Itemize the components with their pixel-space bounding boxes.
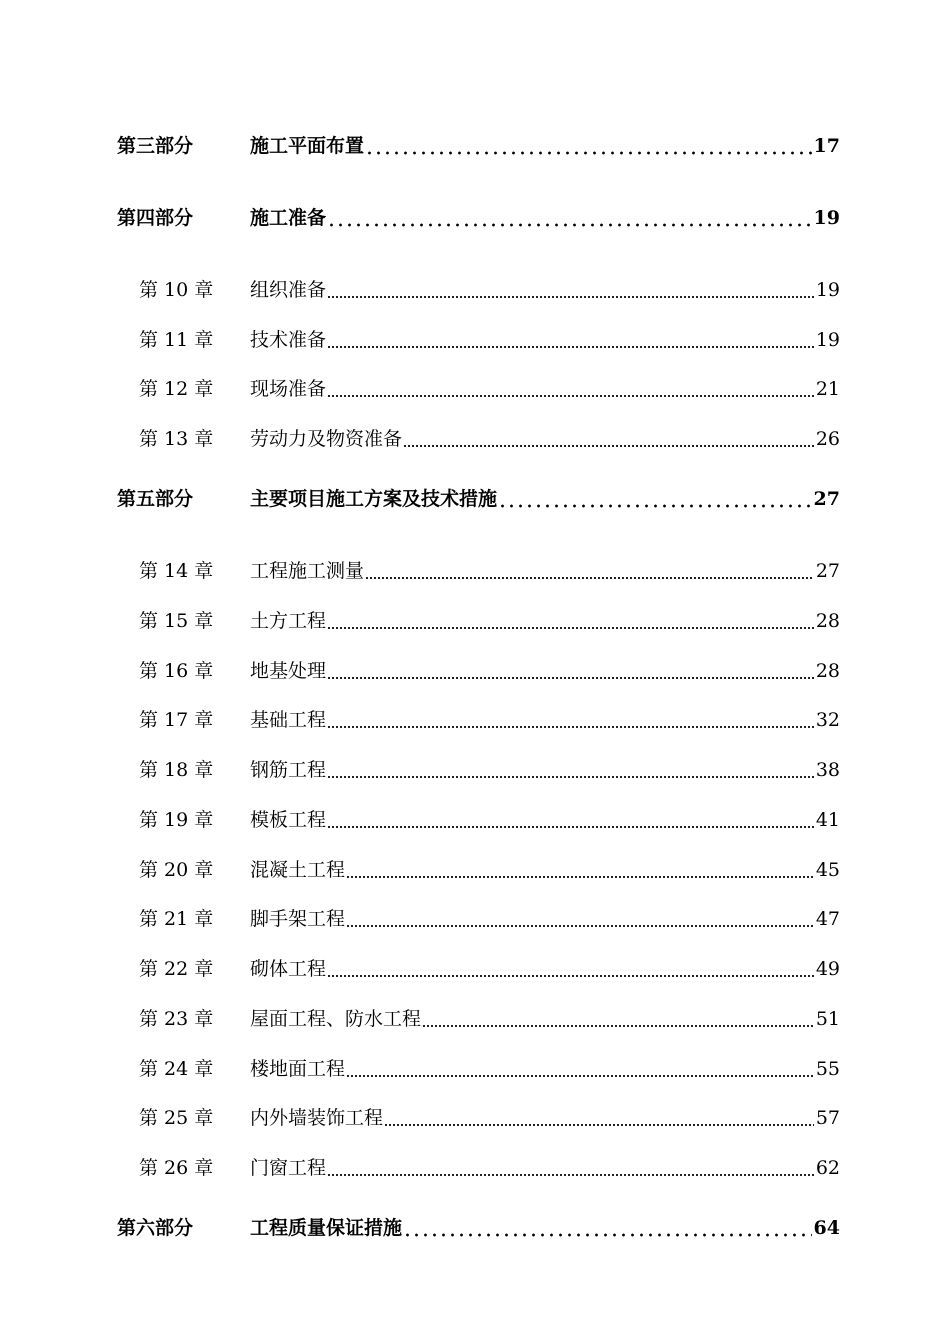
dot-leader	[346, 855, 814, 885]
toc-entry-title: 钢筋工程	[250, 759, 327, 781]
toc-entry-chapter[interactable]	[0, 805, 950, 835]
toc-entry-chapter[interactable]	[0, 656, 950, 686]
dot-leader	[327, 374, 814, 404]
toc-entry-number: 第 17 章	[139, 709, 214, 731]
toc-entry-part[interactable]	[0, 1213, 950, 1243]
toc-entry-title: 内外墙装饰工程	[250, 1107, 384, 1129]
dot-leader	[327, 755, 814, 785]
dot-leader	[403, 424, 814, 454]
toc-entry-chapter[interactable]	[0, 855, 950, 885]
toc-entry-chapter[interactable]	[0, 954, 950, 984]
dot-leader	[403, 1213, 812, 1243]
toc-entry-title: 劳动力及物资准备	[250, 428, 403, 450]
dot-leader	[365, 131, 812, 161]
toc-entry-page: 27	[813, 488, 840, 510]
toc-entry-number: 第 13 章	[139, 428, 214, 450]
toc-entry-part[interactable]	[0, 203, 950, 233]
toc-entry-number: 第 15 章	[139, 610, 214, 632]
toc-entry-page: 62	[815, 1157, 840, 1179]
toc-entry-number: 第 25 章	[139, 1107, 214, 1129]
dot-leader	[346, 1054, 814, 1084]
dot-leader	[327, 325, 814, 355]
toc-entry-number: 第 14 章	[139, 560, 214, 582]
toc-entry-leader	[250, 1213, 840, 1243]
toc-entry-page: 41	[815, 809, 840, 831]
toc-entry-page: 64	[813, 1217, 840, 1239]
toc-entry-leader	[250, 606, 840, 636]
toc-entry-chapter[interactable]	[0, 606, 950, 636]
toc-entry-page: 45	[815, 859, 840, 881]
dot-leader	[327, 203, 812, 233]
toc-entry-number: 第 16 章	[139, 660, 214, 682]
toc-entry-title: 主要项目施工方案及技术措施	[250, 488, 498, 510]
toc-entry-leader	[250, 374, 840, 404]
toc-entry-chapter[interactable]	[0, 1153, 950, 1183]
toc-entry-title: 地基处理	[250, 660, 327, 682]
toc-entry-title: 工程质量保证措施	[250, 1217, 403, 1239]
toc-entry-title: 组织准备	[250, 279, 327, 301]
toc-entry-page: 28	[815, 660, 840, 682]
toc-entry-leader	[250, 556, 840, 586]
dot-leader	[422, 1004, 814, 1034]
toc-entry-leader	[250, 705, 840, 735]
toc-entry-number: 第 20 章	[139, 859, 214, 881]
toc-entry-title: 工程施工测量	[250, 560, 365, 582]
toc-entry-leader	[250, 325, 840, 355]
toc-entry-page: 28	[815, 610, 840, 632]
toc-entry-chapter[interactable]	[0, 424, 950, 454]
dot-leader	[327, 656, 814, 686]
toc-entry-number: 第三部分	[117, 135, 194, 157]
toc-entry-page: 21	[815, 378, 840, 400]
toc-entry-leader	[250, 203, 840, 233]
dot-leader	[327, 275, 814, 305]
toc-entry-title: 现场准备	[250, 378, 327, 400]
toc-entry-chapter[interactable]	[0, 325, 950, 355]
toc-entry-leader	[250, 904, 840, 934]
toc-entry-part[interactable]	[0, 131, 950, 161]
toc-entry-number: 第 24 章	[139, 1058, 214, 1080]
toc-entry-title: 脚手架工程	[250, 908, 346, 930]
toc-entry-number: 第 10 章	[139, 279, 214, 301]
toc-entry-number: 第 23 章	[139, 1008, 214, 1030]
toc-entry-number: 第 26 章	[139, 1157, 214, 1179]
toc-entry-chapter[interactable]	[0, 904, 950, 934]
toc-entry-title: 屋面工程、防水工程	[250, 1008, 422, 1030]
toc-entry-title: 技术准备	[250, 329, 327, 351]
toc-entry-page: 26	[815, 428, 840, 450]
dot-leader	[327, 606, 814, 636]
dot-leader	[498, 484, 812, 514]
toc-entry-leader	[250, 656, 840, 686]
toc-entry-leader	[250, 755, 840, 785]
toc-entry-number: 第 19 章	[139, 809, 214, 831]
toc-entry-leader	[250, 1103, 840, 1133]
dot-leader	[365, 556, 814, 586]
toc-entry-leader	[250, 1004, 840, 1034]
toc-entry-page: 55	[815, 1058, 840, 1080]
toc-entry-page: 19	[815, 329, 840, 351]
toc-entry-page: 19	[815, 279, 840, 301]
toc-entry-number: 第 21 章	[139, 908, 214, 930]
toc-entry-leader	[250, 484, 840, 514]
toc-entry-number: 第四部分	[117, 207, 194, 229]
toc-entry-page: 27	[815, 560, 840, 582]
toc-entry-title: 混凝土工程	[250, 859, 346, 881]
toc-entry-page: 32	[815, 709, 840, 731]
dot-leader	[346, 904, 814, 934]
toc-entry-chapter[interactable]	[0, 1004, 950, 1034]
toc-entry-title: 土方工程	[250, 610, 327, 632]
toc-entry-part[interactable]	[0, 484, 950, 514]
dot-leader	[327, 705, 814, 735]
dot-leader	[327, 805, 814, 835]
toc-entry-leader	[250, 1153, 840, 1183]
toc-entry-page: 38	[815, 759, 840, 781]
toc-entry-chapter[interactable]	[0, 1103, 950, 1133]
toc-entry-page: 19	[813, 207, 840, 229]
toc-entry-title: 基础工程	[250, 709, 327, 731]
toc-entry-number: 第六部分	[117, 1217, 194, 1239]
toc-entry-chapter[interactable]	[0, 556, 950, 586]
dot-leader	[327, 954, 814, 984]
toc-entry-leader	[250, 954, 840, 984]
toc-entry-page: 47	[815, 908, 840, 930]
toc-entry-chapter[interactable]	[0, 755, 950, 785]
dot-leader	[384, 1103, 814, 1133]
toc-entry-number: 第 18 章	[139, 759, 214, 781]
toc-entry-leader	[250, 131, 840, 161]
toc-entry-title: 砌体工程	[250, 958, 327, 980]
toc-entry-page: 49	[815, 958, 840, 980]
toc-entry-title: 楼地面工程	[250, 1058, 346, 1080]
toc-entry-title: 模板工程	[250, 809, 327, 831]
toc-entry-leader	[250, 805, 840, 835]
toc-entry-chapter[interactable]	[0, 374, 950, 404]
toc-entry-chapter[interactable]	[0, 275, 950, 305]
toc-entry-leader	[250, 1054, 840, 1084]
toc-entry-page: 17	[813, 135, 840, 157]
dot-leader	[327, 1153, 814, 1183]
toc-entry-page: 51	[815, 1008, 840, 1030]
toc-entry-title: 施工准备	[250, 207, 327, 229]
toc-entry-leader	[250, 855, 840, 885]
toc-entry-number: 第 12 章	[139, 378, 214, 400]
toc-entry-number: 第五部分	[117, 488, 194, 510]
toc-entry-number: 第 11 章	[139, 329, 214, 351]
toc-entry-title: 施工平面布置	[250, 135, 365, 157]
toc-entry-chapter[interactable]	[0, 705, 950, 735]
toc-entry-page: 57	[815, 1107, 840, 1129]
toc-entry-number: 第 22 章	[139, 958, 214, 980]
toc-entry-title: 门窗工程	[250, 1157, 327, 1179]
toc-entry-chapter[interactable]	[0, 1054, 950, 1084]
toc-entry-leader	[250, 275, 840, 305]
toc-entry-leader	[250, 424, 840, 454]
